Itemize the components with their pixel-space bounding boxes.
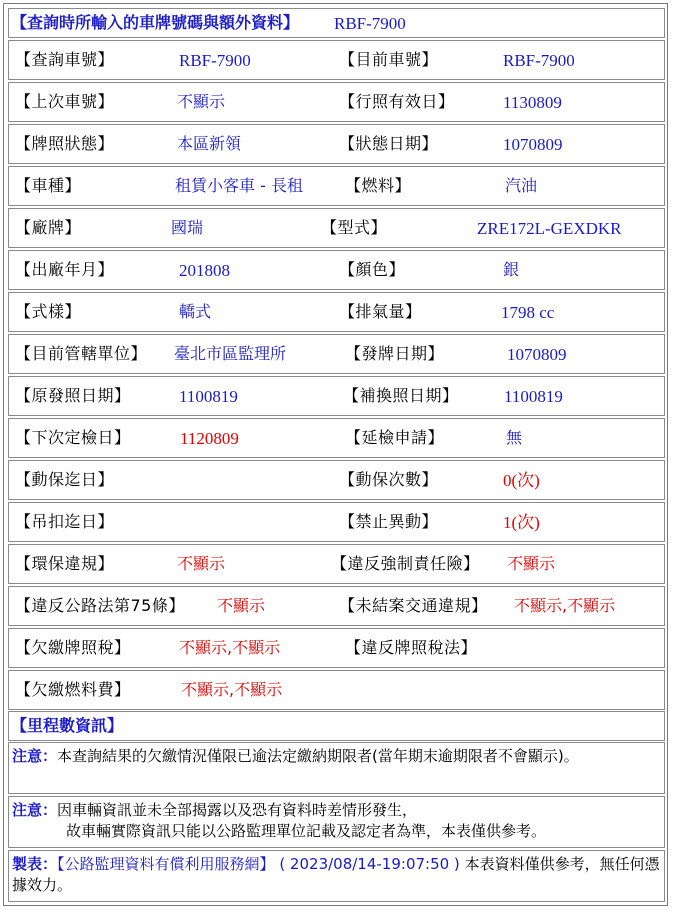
field-label: 【發牌日期】 [345,344,445,363]
info-row [8,334,665,374]
info-row [8,628,665,668]
info-row [8,166,665,206]
field-value: 0(次) [503,470,540,490]
field-value: 臺北市區監理所 [174,344,287,363]
info-row [8,250,665,290]
query-header-plate: RBF-7900 [334,13,406,33]
info-row [8,460,665,500]
note-disclaimer [8,796,665,848]
field-label: 【違反強制責任險】 [331,554,480,573]
info-row [8,292,665,332]
field-label: 【下次定檢日】 [15,428,131,447]
info-row [8,502,665,542]
field-label: 【行照有效日】 [339,92,455,111]
field-label: 【牌照狀態】 [15,134,115,153]
field-value: 不顯示,不顯示 [181,680,283,699]
field-value: RBF-7900 [179,50,251,70]
field-label: 【燃料】 [345,176,412,195]
field-value: 轎式 [179,302,212,321]
note-overdue-label: 注意： [12,747,58,765]
field-label: 【排氣量】 [339,302,422,321]
field-value: 1100819 [179,386,238,406]
field-label: 【禁止異動】 [339,512,439,531]
field-value: 1130809 [503,92,562,112]
field-value: 1100819 [504,386,563,406]
field-value: 1070809 [503,134,563,154]
info-row [8,40,665,80]
info-row [8,586,665,626]
field-label: 【原發照日期】 [15,386,131,405]
field-value: 1070809 [507,344,567,364]
note-disclaimer-line1: 因車輛資訊並未全部揭露以及恐有資料時差情形發生， [57,801,418,819]
field-value: 201808 [179,260,230,280]
info-row [8,376,665,416]
field-value: 不顯示 [177,554,226,573]
report-footer [8,850,665,902]
mileage-section [8,711,665,741]
note-overdue-text: 本查詢結果的欠繳情況僅限已逾法定繳納期限者(當年期末逾期限者不會顯示)。 [57,747,579,765]
field-value: 不顯示 [507,554,556,573]
field-label: 【式樣】 [15,302,82,321]
field-label: 【廠牌】 [15,218,82,237]
field-value: 國瑞 [171,218,204,237]
field-label: 【目前管轄單位】 [15,344,148,363]
field-label: 【違反公路法第75條】 [15,596,185,615]
info-row [8,544,665,584]
field-label: 【查詢車號】 [15,50,115,69]
field-value: 1798 cc [501,302,555,322]
field-label: 【動保迄日】 [15,470,115,489]
field-value: 不顯示,不顯示 [514,596,616,615]
field-label: 【出廠年月】 [15,260,115,279]
field-value: 銀 [503,260,520,279]
field-label: 【補換照日期】 [343,386,459,405]
field-value: 租賃小客車 - 長租 [175,176,303,195]
field-label: 【狀態日期】 [339,134,439,153]
footer-label: 製表： [12,855,58,873]
field-label: 【吊扣迄日】 [15,512,115,531]
field-label: 【欠繳燃料費】 [15,680,131,699]
field-value: 不顯示 [177,92,226,111]
info-row [8,418,665,458]
query-header-title: 【查詢時所輸入的車牌號碼與額外資料】 [11,13,300,32]
field-value: RBF-7900 [503,50,575,70]
field-label: 【延檢申請】 [345,428,445,447]
field-value: 1120809 [180,428,239,448]
field-label: 【未結案交通違規】 [339,596,488,615]
footer-source: 【公路監理資料有償利用服務網】 [57,855,275,873]
info-row [8,124,665,164]
note-overdue [8,742,665,794]
field-label: 【環保違規】 [15,554,115,573]
field-label: 【車種】 [15,176,82,195]
field-label: 【目前車號】 [339,50,439,69]
footer-time: ( 2023/08/14-19:07:50 ) [279,855,460,873]
query-header [8,8,665,38]
info-row [8,208,665,248]
info-row [8,82,665,122]
field-label: 【型式】 [321,218,388,237]
field-value: 本區新領 [177,134,242,153]
field-value: 無 [506,428,523,447]
field-label: 【上次車號】 [15,92,115,111]
mileage-title: 【里程數資訊】 [11,716,124,735]
field-value: 汽油 [505,176,538,195]
field-value: 不顯示,不顯示 [179,638,281,657]
note-disclaimer-line2: 故車輛實際資訊只能以公路監理單位記載及認定者為準，本表僅供參考。 [66,822,547,840]
field-label: 【動保次數】 [339,470,439,489]
footer-text: 本表資料僅供參考，無任何憑據效力。 [12,855,660,894]
field-value: 不顯示 [217,596,266,615]
field-label: 【顏色】 [339,260,406,279]
field-label: 【違反牌照稅法】 [345,638,478,657]
field-value: ZRE172L-GEXDKR [477,218,622,238]
note-disclaimer-label: 注意： [12,801,58,819]
info-row [8,670,665,710]
field-value: 1(次) [503,512,540,532]
field-label: 【欠繳牌照稅】 [15,638,131,657]
